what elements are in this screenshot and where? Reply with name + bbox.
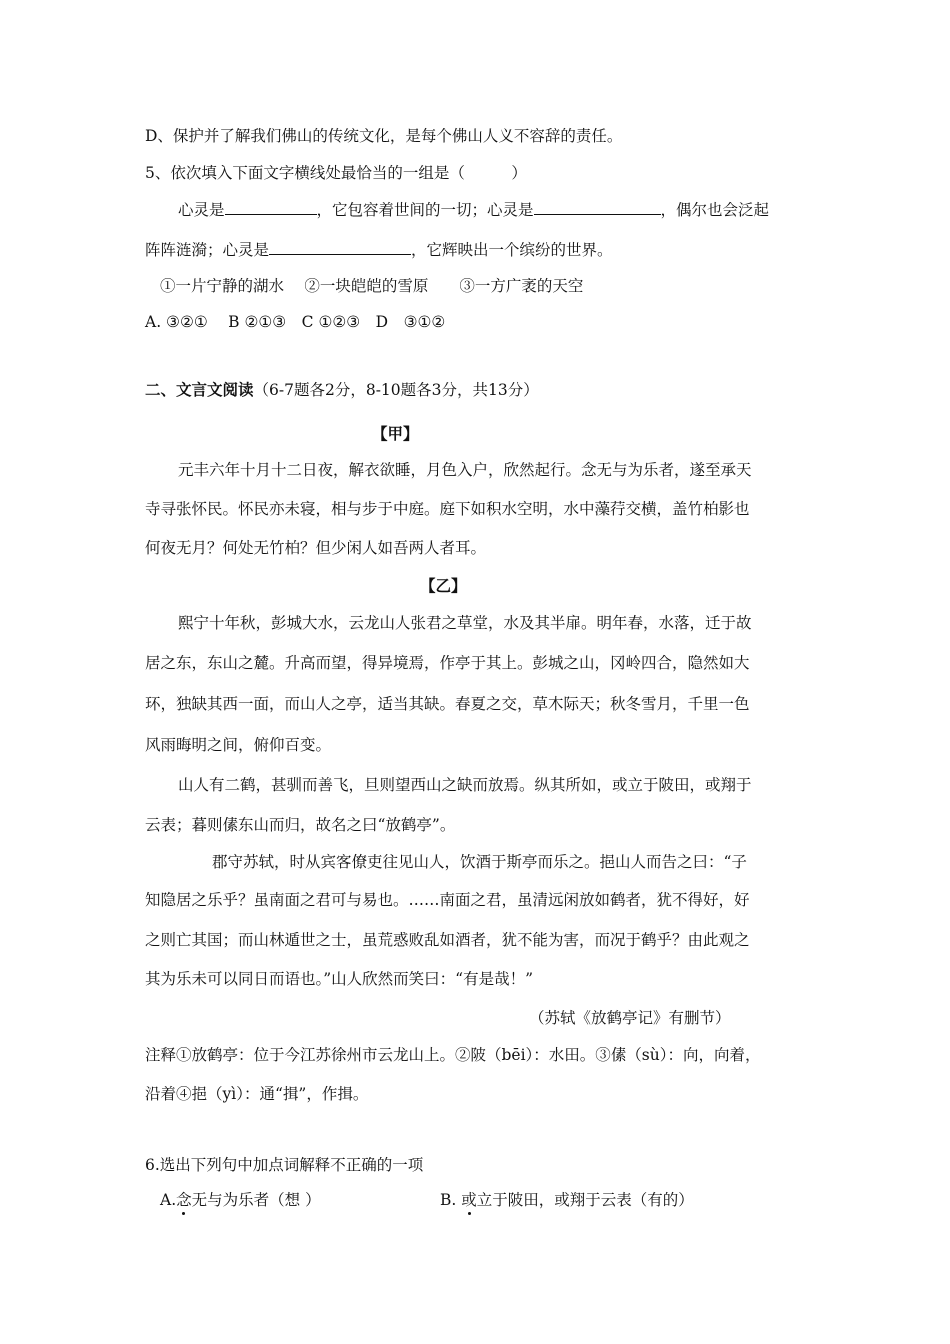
q4-option-d: D、保护并了解我们佛山的传统文化，是每个佛山人义不容辞的责任。 [145, 127, 623, 145]
passage-yi-heading: 【乙】 [420, 576, 467, 595]
passage-jia-heading: 【甲】 [372, 424, 419, 443]
section-2-title: 二、文言文阅读 [145, 380, 254, 399]
fill-blank-2[interactable] [534, 200, 661, 215]
q6-option-a[interactable] [160, 1190, 321, 1210]
q5-line-1 [178, 200, 769, 220]
fill-blank-3[interactable] [269, 240, 411, 255]
passage-jia-line: 寺寻张怀民。怀民亦未寝，相与步于中庭。庭下如积水空明，水中藻荇交横，盖竹柏影也 [145, 500, 750, 518]
option-text: 立于陂田，或翔于云表（有的） [476, 1191, 694, 1209]
passage-yi-line: 熙宁十年秋，彭城大水，云龙山人张君之草堂，水及其半扉。明年春，水落，迁于故 [178, 614, 752, 632]
passage-yi-line: 之则亡其国；而山林遁世之士，虽荒惑败乱如酒者，犹不能为害，而况于鹤乎？由此观之 [145, 931, 750, 949]
q6-option-b[interactable] [440, 1190, 694, 1210]
q5-text: 心灵是 [178, 201, 225, 219]
q5-stem: 5、依次填入下面文字横线处最恰当的一组是（ ） [145, 164, 527, 182]
section-2-heading [145, 380, 539, 400]
q5-line-2 [145, 240, 613, 260]
notes-line: 沿着④挹（yì）：通“揖”，作揖。 [145, 1085, 369, 1103]
fill-blank-1[interactable] [225, 200, 317, 215]
passage-yi-line: 山人有二鹤，甚驯而善飞，旦则望西山之缺而放焉。纵其所如，或立于陂田，或翔于 [178, 776, 752, 794]
passage-source: （苏轼《放鹤亭记》有删节） [529, 1009, 731, 1027]
passage-yi-line: 云表；暮则傃东山而归，故名之曰“放鹤亭”。 [145, 816, 456, 834]
option-label: B. [440, 1191, 457, 1209]
passage-yi-line: 环，独缺其西一面，而山人之亭，适当其缺。春夏之交，草木际天；秋冬雪月，千里一色 [145, 695, 750, 713]
passage-yi-line: 其为乐未可以同日而语也。”山人欣然而笑曰：“有是哉！” [145, 970, 534, 988]
q5-text: ，它辉映出一个缤纷的世界。 [411, 241, 613, 259]
passage-yi-line: 知隐居之乐乎？虽南面之君可与易也。……南面之君，虽清远闲放如鹤者，犹不得好，好 [145, 891, 750, 909]
q5-text: ，它包容着世间的一切；心灵是 [316, 201, 534, 219]
dotted-word: 念 [176, 1191, 192, 1209]
option-label: A. [160, 1191, 177, 1209]
q5-text: ，偶尔也会泛起 [660, 201, 770, 219]
section-2-score: （6-7题各2分，8-10题各3分，共13分） [253, 381, 539, 399]
option-text: 无与为乐者（想 ） [191, 1191, 321, 1209]
passage-jia-line: 何夜无月？何处无竹柏？但少闲人如吾两人者耳。 [145, 539, 487, 557]
passage-yi-line: 居之东，东山之麓。升高而望，得异境焉，作亭于其上。彭城之山，冈岭四合，隐然如大 [145, 654, 750, 672]
notes-line: 注释①放鹤亭：位于今江苏徐州市云龙山上。②陂（bēi）：水田。③傃（sù）：向，向着， [145, 1046, 761, 1064]
passage-yi-line: 郡守苏轼，时从宾客僚吏往见山人，饮酒于斯亭而乐之。挹山人而告之曰：“子 [212, 853, 747, 871]
q5-options: A. ③②① B ②①③ C ①②③ D ③①② [145, 313, 446, 331]
passage-yi-line: 风雨晦明之间，俯仰百变。 [145, 736, 332, 754]
passage-jia-line: 元丰六年十月十二日夜，解衣欲睡，月色入户，欣然起行。念无与为乐者，遂至承天 [178, 461, 752, 479]
q5-items: ①一片宁静的湖水 ②一块皑皑的雪原 ③一方广袤的天空 [160, 277, 584, 295]
dotted-word: 或 [461, 1191, 477, 1209]
q6-stem: 6.选出下列句中加点词解释不正确的一项 [145, 1156, 424, 1174]
q5-text: 阵阵涟漪；心灵是 [145, 241, 270, 259]
